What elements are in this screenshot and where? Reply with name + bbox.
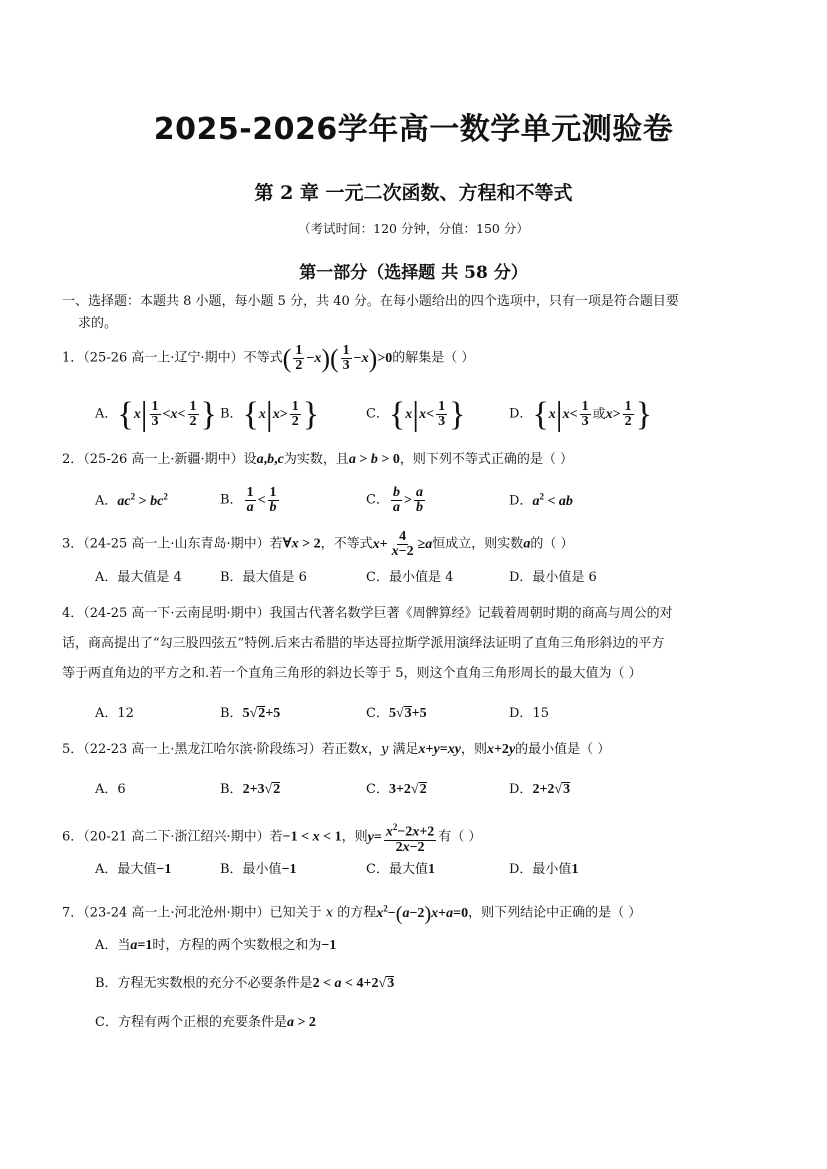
section-intro: 一、选择题：本题共 8 小题，每小题 5 分，共 40 分。在每小题给出的四个选项中，只有一项是符合题目要 [62,294,679,309]
q4-option-a: A．12 [95,706,134,721]
question-2: 2．（25-26 高一上·新疆·期中）设a,b,c为实数，且a > b > 0，则下列不等式正确的是（ ） [62,452,573,467]
question-4-line-3: 等于两直角边的平方之和.若一个直角三角形的斜边长等于 5，则这个直角三角形周长的最大值为（ ） [62,666,642,681]
q6-option-c: C．最大值1 [366,862,435,877]
q3-option-b: B．最大值是 6 [220,570,307,585]
question-1-formula: ( $\frac{1}{2}$ −x)( $\frac{1}{3}$ −x)>0 [282,343,393,373]
q6-option-d: D．最小值1 [509,862,579,877]
q4-option-c: C．5√3+5 [366,706,427,721]
q6-option-b: B．最小值−1 [220,862,297,877]
q7-option-c: C．方程有两个正根的充要条件是a > 2 [95,1015,316,1030]
q3-option-c: C．最小值是 4 [366,570,454,585]
question-1-head: 1．（25-26 高一上·辽宁·期中）不等式 [62,350,283,366]
q1-option-d: D．{x|x< $\frac{1}{3}$ 或x> $\frac{1}{2}$ } [509,395,652,433]
q3-option-d: D．最小值是 6 [509,570,597,585]
q7-option-a: A．当a=1时，方程的两个实数根之和为−1 [95,938,337,953]
part-title: 第一部分（选择题 共 58 分） [299,263,528,283]
question-4-line-2: 话，商高提出了“勾三股四弦五”特例.后来古希腊的毕达哥拉斯学派用演绎法证明了直角三角形斜边的平方 [62,636,665,651]
question-1-tail: 的解集是（ ） [392,350,475,366]
question-6: 6．（20-21 高二下·浙江绍兴·期中）若−1 < x < 1，则y= $\frac{x^2-2x+2}{2x-2}$ 有（ ） [62,822,482,855]
section-intro-cont: 求的。 [78,316,118,331]
time-info: （考试时间：120 分钟，分值：150 分） [298,221,529,236]
q2-option-a: A．$ac^2 > bc^2$ [95,491,168,509]
exam-title: 2025-2026学年高一数学单元测验卷 [153,112,674,147]
q2-option-b: B． $\frac{1}{a}$ < $\frac{1}{b}$ [220,485,277,515]
q2-option-c: C． $\frac{b}{a}$ > $\frac{a}{b}$ [366,485,423,515]
q5-option-c: C．3+2√2 [366,782,427,797]
q3-option-a: A．最大值是 4 [95,570,182,585]
q4-option-b: B．5√2+5 [220,706,281,721]
q2-option-d: D．$a^2$ < ab [509,491,573,509]
q5-option-d: D．2+2√3 [509,782,571,797]
q1-option-b: B．{x|x> $\frac{1}{2}$ } [220,395,320,433]
q5-option-b: B．2+3√2 [220,782,281,797]
question-7: 7．（23-24 高一上·河北沧州·期中）已知关于 x 的方程$x^2-(a-2)x+a=0$，则下列结论中正确的是（ ） [62,902,642,925]
q5-option-a: A．6 [95,782,126,797]
q4-option-d: D．15 [509,706,549,721]
question-1 [62,344,474,373]
q7-option-b: B．方程无实数根的充分不必要条件是2 < a < 4+2√3 [95,976,395,991]
q1-option-a: A．{x| $\frac{1}{3}$ <x< $\frac{1}{2}$ } [95,395,217,433]
chapter-title: 第 2 章 一元二次函数、方程和不等式 [254,182,573,204]
q6-option-a: A．最大值−1 [95,862,172,877]
question-3: 3．（24-25 高一上·山东青岛·期中）若∀x > 2，不等式x+ $\frac{4}{x-2}$ ≥a恒成立，则实数a的（ ） [62,529,574,559]
question-4-line-1: 4．（24-25 高一下·云南昆明·期中）我国古代著名数学巨著《周髀算经》记载着周朝时期的商高与周公的对 [62,606,673,621]
q1-option-c: C．{x|x< $\frac{1}{3}$ } [366,395,466,433]
question-5: 5．（22-23 高一上·黑龙江哈尔滨·阶段练习）若正数x，y 满足x+y=xy，则x+2y的最小值是（ ） [62,742,611,757]
